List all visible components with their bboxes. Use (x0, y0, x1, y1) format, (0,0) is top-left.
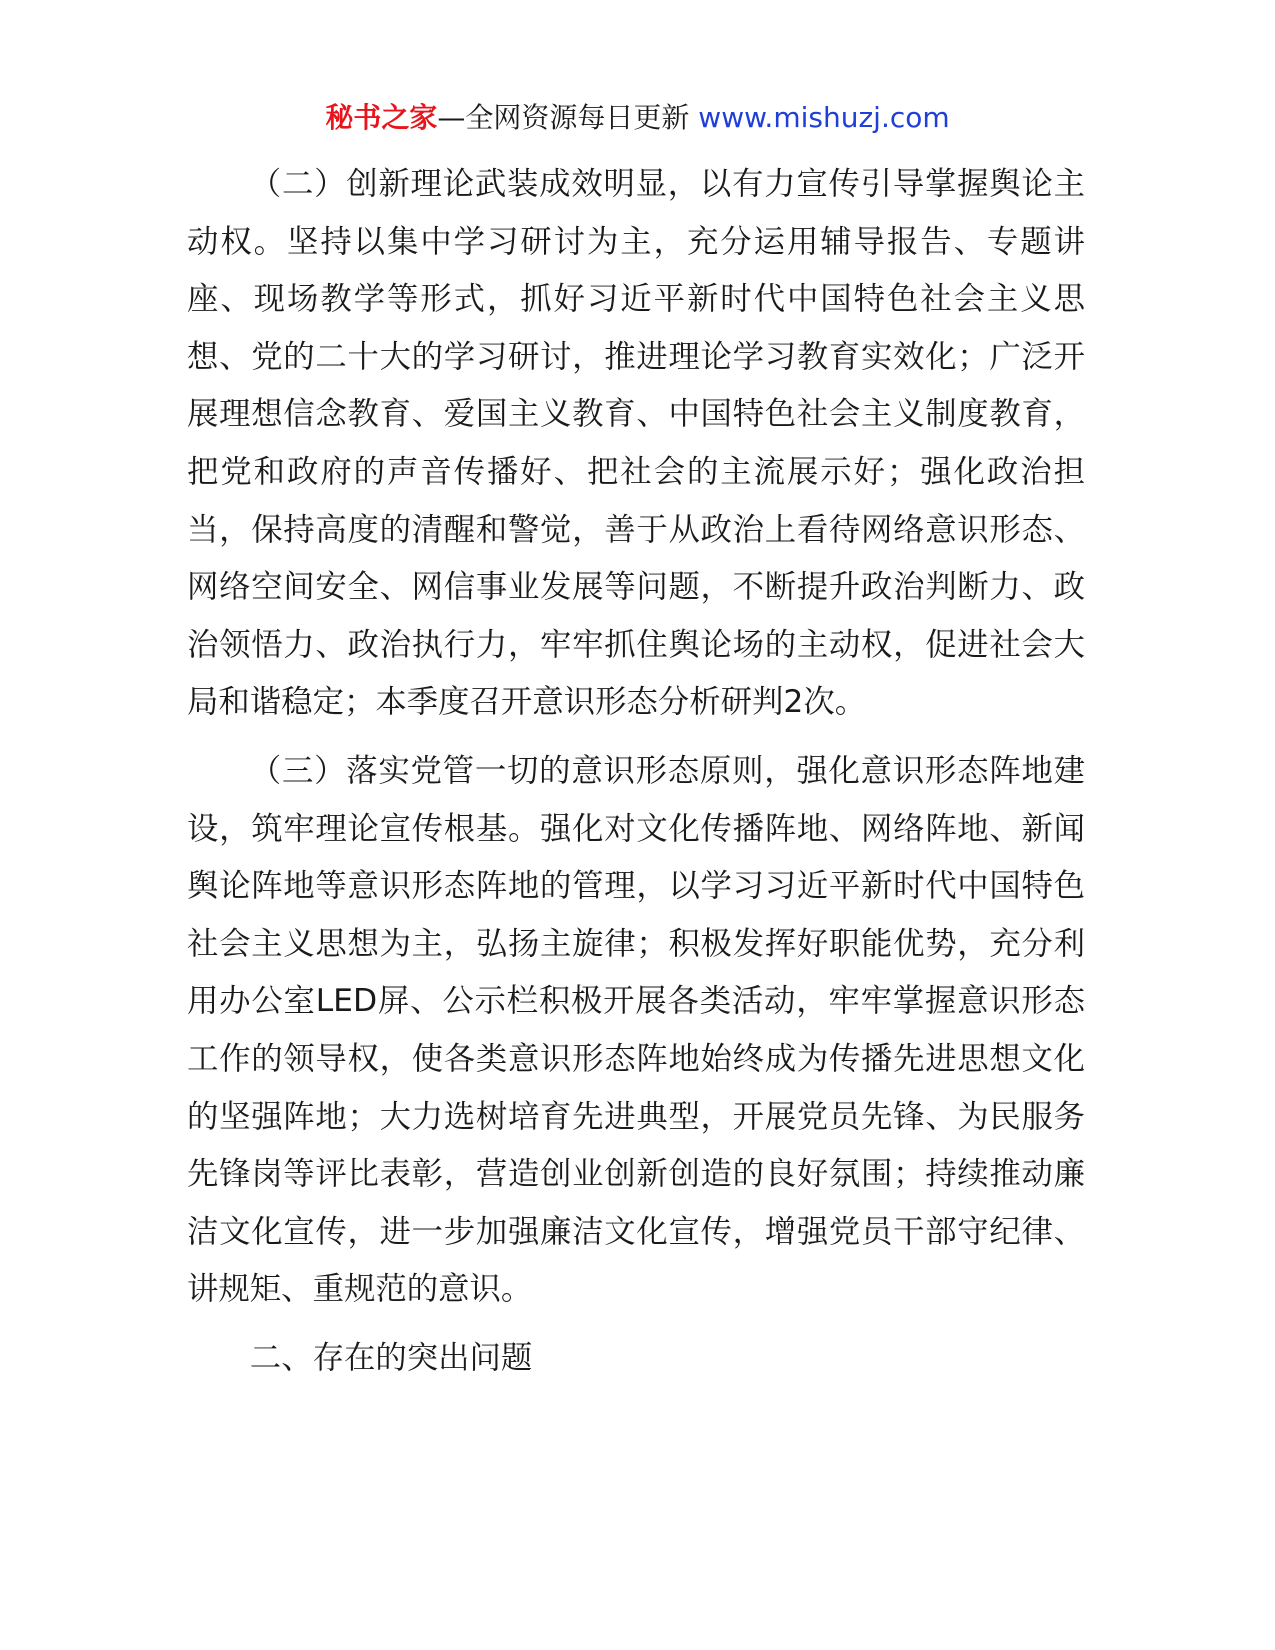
brand-name: 秘书之家 (325, 101, 438, 134)
paragraph-theory-armament: （二）创新理论武装成效明显，以有力宣传引导掌握舆论主动权。坚持以集中学习研讨为主，充分运用辅导报告、专题讲座、现场教学等形式，抓好习近平新时代中国特色社会主义思想、党的二十大的学习研讨，推进理论学习教育实效化；广泛开展理想信念教育、爱国主义教育、中国特色社会主义制度教育，把党和政府的声音传播好、把社会的主流展示好；强化政治担当，保持高度的清醒和警觉，善于从政治上看待网络意识形态、网络空间安全、网信事业发展等问题，不断提升政治判断力、政治领悟力、政治执行力，牢牢抓住舆论场的主动权，促进社会大局和谐稳定；本季度召开意识形态分析研判2次。 (187, 166, 1085, 721)
header-tagline: —全网资源每日更新 (437, 101, 690, 134)
page-header (0, 98, 1275, 138)
document-body (187, 156, 1085, 1387)
site-url-link[interactable]: www.mishuzj.com (698, 101, 950, 134)
section-heading: 二、存在的突出问题 (249, 1339, 533, 1376)
paragraph-ideology-positions: （三）落实党管一切的意识形态原则，强化意识形态阵地建设，筑牢理论宣传根基。强化对文化传播阵地、网络阵地、新闻舆论阵地等意识形态阵地的管理，以学习习近平新时代中国特色社会主义思想为主，弘扬主旋律；积极发挥好职能优势，充分利用办公室LED屏、公示栏积极开展各类活动，牢牢掌握意识形态工作的领导权，使各类意识形态阵地始终成为传播先进思想文化的坚强阵地；大力选树培育先进典型，开展党员先锋、为民服务先锋岗等评比表彰，营造创业创新创造的良好氛围；持续推动廉洁文化宣传，进一步加强廉洁文化宣传，增强党员干部守纪律、讲规矩、重规范的意识。 (187, 752, 1085, 1308)
